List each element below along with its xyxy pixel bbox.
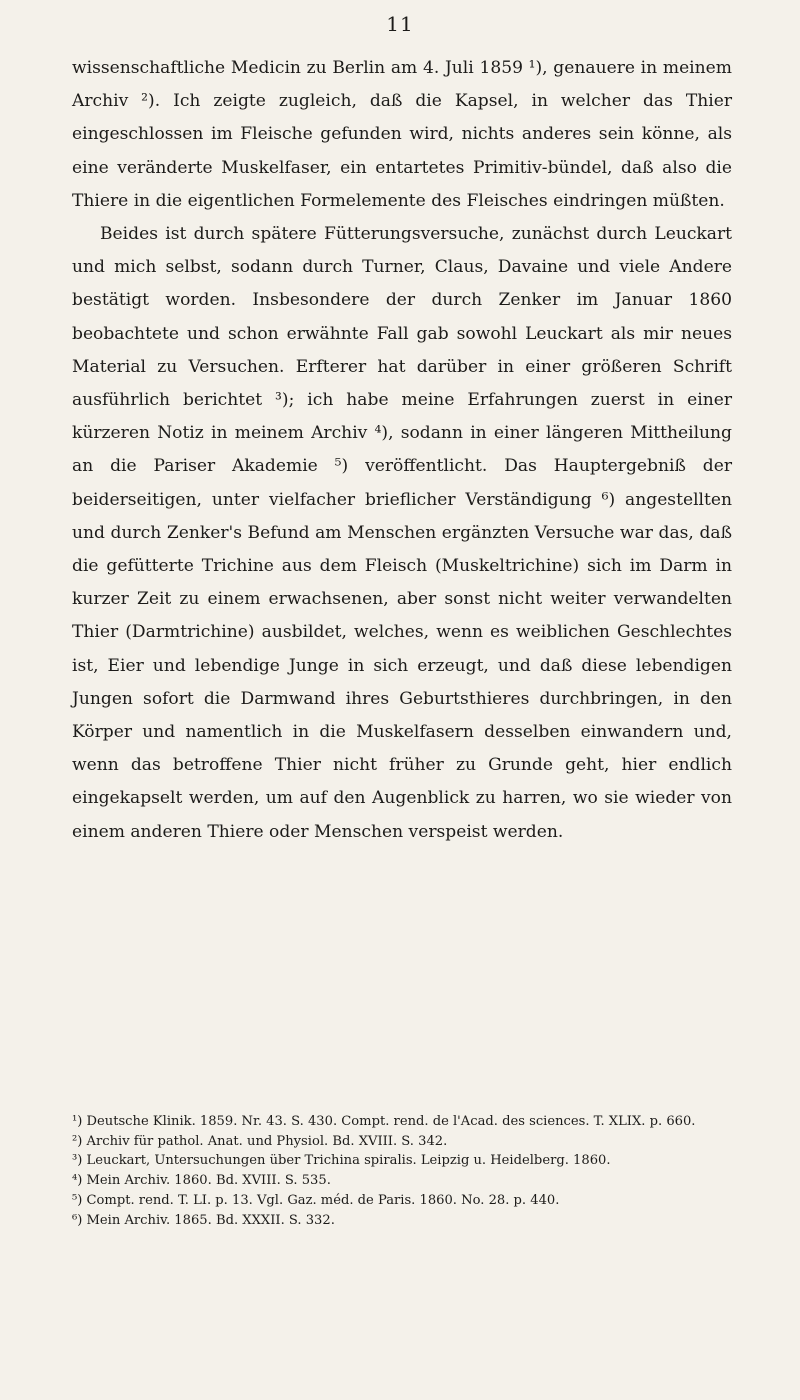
footnote: ¹) Deutsche Klinik. 1859. Nr. 43. S. 430. Compt. rend. de l'Acad. des sciences. T. XLIX. p. 660. (72, 1114, 696, 1129)
footnote: ³) Leuckart, Untersuchungen über Trichina spiralis. Leipzig u. Heidelberg. 1860. (72, 1153, 611, 1169)
footnote: ⁴) Mein Archiv. 1860. Bd. XVIII. S. 535. (72, 1173, 331, 1189)
footnotes (72, 1112, 732, 1230)
paragraph: wissenschaftliche Medicin zu Berlin am 4. Juli 1859 ¹), genauere in meinem Archiv ²). Ich zeigte zugleich, daß die Kapsel, in welcher das Thier eingeschlossen im Fleische gefunden wird, nichts anderes sein könne, als eine veränderte Muskelfaser, ein entartetes Primitiv-bündel, daß also die Thiere in die eigentlichen Formelemente des Fleisches eindringen müßten. (72, 58, 732, 211)
page-number: 11 (386, 12, 414, 36)
footnote: ⁶) Mein Archiv. 1865. Bd. XXXII. S. 332. (72, 1212, 335, 1228)
footnote: ⁵) Compt. rend. T. LI. p. 13. Vgl. Gaz. méd. de Paris. 1860. No. 28. p. 440. (72, 1192, 560, 1208)
footnote: ²) Archiv für pathol. Anat. und Physiol. Bd. XVIII. S. 342. (72, 1133, 448, 1149)
body-text (72, 52, 732, 849)
paragraph: Beides ist durch spätere Fütterungsversuche, zunächst durch Leuckart und mich selbst, sodann durch Turner, Claus, Davaine und viele Andere bestätigt worden. Insbesondere der durch Zenker im Januar 1860 beobachtete und schon erwähnte Fall gab sowohl Leuckart als mir neues Material zu Versuchen. Erfterer hat darüber in einer größeren Schrift ausführlich berichtet ³); ich habe meine Erfahrungen zuerst in einer kürzeren Notiz in meinem Archiv ⁴), sodann in einer längeren Mittheilung an die Pariser Akademie ⁵) veröffentlicht. Das Hauptergebniß der beiderseitigen, unter vielfacher brieflicher Verständigung ⁶) angestellten und durch Zenker's Befund am Menschen ergänzten Versuche war das, daß die gefütterte Trichine aus dem Fleisch (Muskeltrichine) sich im Darm in kurzer Zeit zu einem erwachsenen, aber sonst nicht weiter verwandelten Thier (Darmtrichine) ausbildet, welches, wenn es weiblichen Geschlechtes ist, Eier und lebendige Junge in sich erzeugt, und daß diese lebendigen Jungen sofort die Darmwand ihres Geburtsthieres durchbringen, in den Körper und namentlich in die Muskelfasern desselben einwandern und, wenn das betroffene Thier nicht früher zu Grunde geht, hier endlich eingekapselt werden, um auf den Augenblick zu harren, wo sie wieder von einem anderen Thiere oder Menschen verspeist werden. (72, 224, 732, 842)
